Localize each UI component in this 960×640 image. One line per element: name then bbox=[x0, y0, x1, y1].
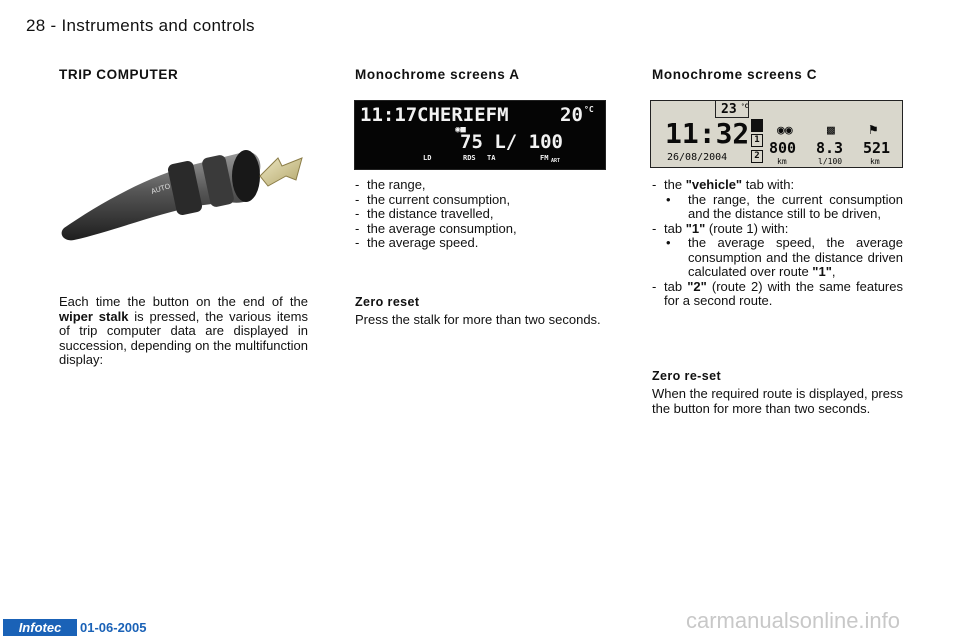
screen-a-label: RDS bbox=[463, 154, 476, 162]
list-item: - the range, bbox=[355, 178, 605, 193]
screen-c-description bbox=[652, 178, 903, 309]
screen-c-date: 26/08/2004 bbox=[667, 152, 728, 163]
screen-c-tab-2: 2 bbox=[751, 150, 763, 163]
route-1-tab-bullet: • the average speed, the average consumption and the distance driven calculated over route "1", bbox=[652, 236, 903, 280]
watermark: carmanualsonline.info bbox=[686, 608, 901, 633]
screen-c-temp: 23 bbox=[721, 102, 737, 117]
screen-a-label: LD bbox=[423, 154, 432, 162]
car-icon: ◉■ bbox=[455, 125, 466, 135]
screen-a-items-list bbox=[355, 178, 605, 251]
route-2-tab-item: - tab "2" (route 2) with the same features for a second route. bbox=[652, 280, 903, 309]
list-item: - the average speed. bbox=[355, 236, 605, 251]
screen-a-label: FM bbox=[540, 154, 549, 162]
screen-c-tab-1: 1 bbox=[751, 134, 763, 147]
screen-c-unit-3: km bbox=[870, 157, 880, 166]
vehicle-tab-icon bbox=[751, 119, 763, 132]
route-1-tab-item: - tab "1" (route 1) with: bbox=[652, 222, 903, 237]
vehicle-tab-bullet: • the range, the current consumption and the distance still to be driven, bbox=[652, 193, 903, 222]
checkered-flag-icon: ⚑ bbox=[869, 122, 878, 138]
screen-a-time: 11:17 bbox=[360, 104, 418, 126]
screen-c-unit-1: km bbox=[777, 157, 787, 166]
screen-a-temp-unit: °C bbox=[584, 105, 594, 114]
screens-a-title: Monochrome screens A bbox=[355, 67, 520, 82]
screen-a-label: TA bbox=[487, 154, 496, 162]
screen-c-value-3: 521 bbox=[863, 139, 891, 157]
list-item: - the current consumption, bbox=[355, 193, 605, 208]
zero-reset-c-text: When the required route is displayed, press the button for more than two seconds. bbox=[652, 386, 903, 416]
footer-date: 01-06-2005 bbox=[80, 620, 147, 635]
fuel-pump-icon: ▩ bbox=[827, 123, 835, 138]
wiper-stalk-term: wiper stalk bbox=[59, 308, 129, 324]
screens-c-title: Monochrome screens C bbox=[652, 67, 818, 82]
screen-c-value-1: 800 bbox=[769, 139, 797, 157]
zero-reset-c-title: Zero re-set bbox=[652, 369, 722, 383]
screen-c-temp-unit: °C bbox=[741, 103, 749, 110]
screen-a-label-suffix: ART bbox=[551, 158, 561, 164]
trip-computer-intro: Each time the button on the end of the wiper stalk is pressed, the various items of trip computer data are displayed in succession, depending on the multifunction display: bbox=[59, 294, 308, 367]
list-item: - the average consumption, bbox=[355, 222, 605, 237]
infotec-logo: Infotec bbox=[3, 619, 77, 636]
screen-c-display bbox=[650, 100, 903, 168]
screen-a-value: 75 L/ 100 bbox=[460, 131, 563, 153]
car-icon: ◉◉ bbox=[777, 123, 793, 138]
screen-a-station: CHERIEFM bbox=[417, 104, 509, 126]
zero-reset-title: Zero reset bbox=[355, 295, 420, 309]
page-title: 28 - Instruments and controls bbox=[26, 16, 255, 35]
list-item: - the distance travelled, bbox=[355, 207, 605, 222]
trip-computer-title: TRIP COMPUTER bbox=[59, 67, 179, 82]
vehicle-tab-item: - the "vehicle" tab with: bbox=[652, 178, 903, 193]
screen-c-value-2: 8.3 bbox=[816, 139, 844, 157]
zero-reset-text: Press the stalk for more than two seconds. bbox=[355, 312, 601, 327]
screen-a-temp: 20 bbox=[560, 104, 583, 126]
screen-a-display bbox=[354, 100, 606, 170]
screen-c-time: 11:32 bbox=[665, 117, 750, 150]
wiper-stalk-image bbox=[56, 136, 306, 246]
screen-c-unit-2: l/100 bbox=[818, 157, 843, 166]
svg-text:AUTO: AUTO bbox=[150, 182, 172, 196]
